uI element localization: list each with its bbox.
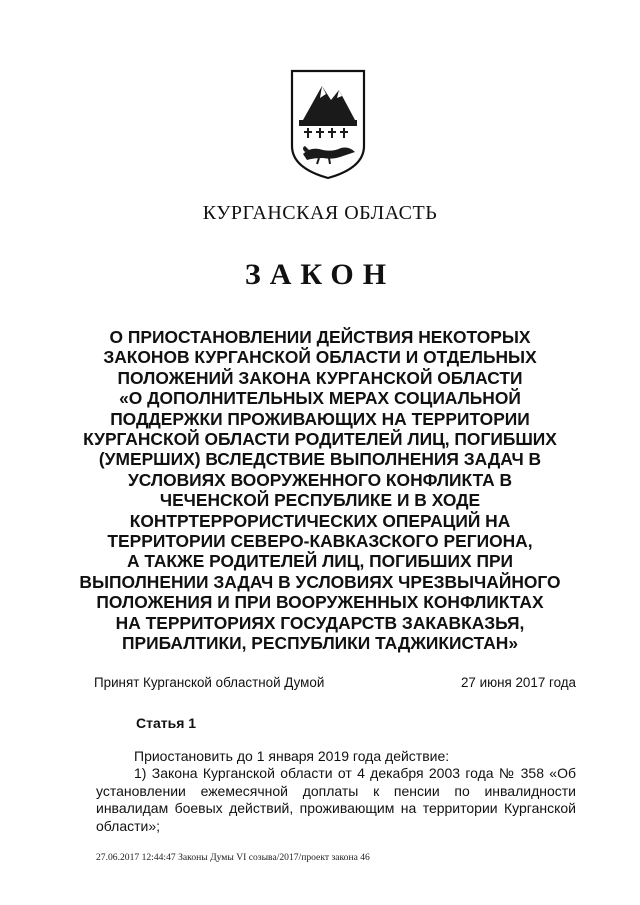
region-name: КУРГАНСКАЯ ОБЛАСТЬ bbox=[202, 202, 438, 224]
law-title-line: ВЫПОЛНЕНИИ ЗАДАЧ В УСЛОВИЯХ ЧРЕЗВЫЧАЙНОГО bbox=[79, 571, 561, 592]
article-heading: Статья 1 bbox=[136, 715, 197, 731]
law-title-line: ЗАКОНОВ КУРГАНСКОЙ ОБЛАСТИ И ОТДЕЛЬНЫХ bbox=[103, 347, 537, 368]
law-title-line: КОНТРТЕРРОРИСТИЧЕСКИХ ОПЕРАЦИЙ НА bbox=[129, 510, 511, 531]
law-title-block bbox=[70, 327, 570, 654]
document-type-title: ЗАКОН bbox=[244, 258, 396, 291]
article-intro: Приостановить до 1 января 2019 года действие: bbox=[134, 748, 450, 764]
article-item-1: 1) Закона Курганской области от 4 декабря 2003 года № 358 «Об установлении ежемесячной доплаты к пенсии по инвалидности инвалидам боевых действий, проживающим на территории Курганской области»; bbox=[96, 765, 576, 834]
law-title-line: ПОДДЕРЖКИ ПРОЖИВАЮЩИХ НА ТЕРРИТОРИИ bbox=[110, 408, 530, 429]
adoption-date: 27 июня 2017 года bbox=[460, 675, 576, 690]
law-title-line: УСЛОВИЯХ ВООРУЖЕННОГО КОНФЛИКТА В bbox=[127, 469, 513, 490]
law-title-line: «О ДОПОЛНИТЕЛЬНЫХ МЕРАХ СОЦИАЛЬНОЙ bbox=[119, 388, 521, 409]
law-title-line: ПОЛОЖЕНИЯ И ПРИ ВООРУЖЕННЫХ КОНФЛИКТАХ bbox=[96, 592, 544, 613]
adopted-by: Принят Курганской областной Думой bbox=[94, 675, 325, 690]
law-title-line: О ПРИОСТАНОВЛЕНИИ ДЕЙСТВИЯ НЕКОТОРЫХ bbox=[109, 327, 531, 347]
law-title-line: ЧЕЧЕНСКОЙ РЕСПУБЛИКЕ И В ХОДЕ bbox=[159, 490, 481, 511]
law-title-line: ПОЛОЖЕНИЙ ЗАКОНА КУРГАНСКОЙ ОБЛАСТИ bbox=[117, 367, 523, 388]
law-title-line: КУРГАНСКОЙ ОБЛАСТИ РОДИТЕЛЕЙ ЛИЦ, ПОГИБШИХ bbox=[83, 429, 557, 450]
law-title-line: ТЕРРИТОРИИ СЕВЕРО-КАВКАЗСКОГО РЕГИОНА, bbox=[107, 531, 533, 552]
law-title-line: А ТАКЖЕ РОДИТЕЛЕЙ ЛИЦ, ПОГИБШИХ ПРИ bbox=[126, 551, 514, 572]
footer-stamp: 27.06.2017 12:44:47 Законы Думы VI созыва/2017/проект закона 46 bbox=[96, 852, 370, 863]
law-title-line: ПРИБАЛТИКИ, РЕСПУБЛИКИ ТАДЖИКИСТАН» bbox=[122, 633, 518, 654]
law-title-line: (УМЕРШИХ) ВСЛЕДСТВИЕ ВЫПОЛНЕНИЯ ЗАДАЧ В bbox=[98, 449, 542, 470]
adoption-row bbox=[94, 675, 576, 690]
law-title-line: НА ТЕРРИТОРИЯХ ГОСУДАРСТВ ЗАКАВКАЗЬЯ, bbox=[115, 612, 525, 633]
article-body bbox=[96, 748, 576, 835]
coat-of-arms-emblem bbox=[289, 68, 367, 180]
